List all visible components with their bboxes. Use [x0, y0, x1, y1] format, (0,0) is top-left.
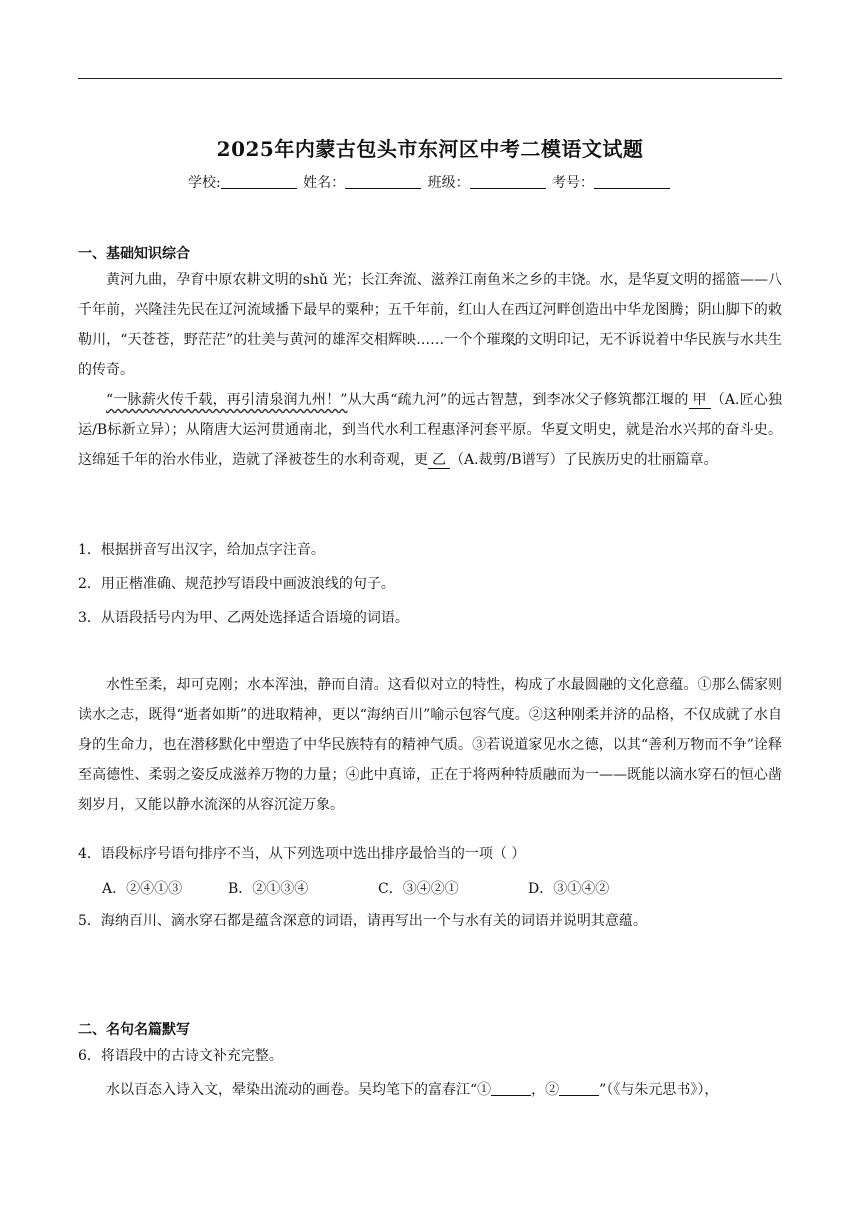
passage-1-paragraph-2: “一脉薪火传千载，再引清泉润九州！”从大禹“疏九河”的远古智慧，到李冰父子修筑都江堰的 甲 （A.匠心独运/B标新立异）；从隋唐大运河贯通南北，到当代水利工程惠泽河套平原。华夏文明史，就是治水兴邦的奋斗史。这绵延千年的治水伟业，造就了泽被苍生的水利奇观，更 乙 （A.裁剪/B谱写）了民族历史的壮丽篇章。	[78, 392, 782, 468]
top-rule	[78, 78, 782, 79]
page-title: 2025年内蒙古包头市东河区中考二模语文试题	[216, 137, 644, 161]
section-heading-2: 二、名句名篇默写	[78, 1022, 190, 1038]
passage-3: 水以百态入诗入文，晕染出流动的画卷。吴均笔下的富春江“① ，② ”（《与朱元思书》），	[106, 1082, 719, 1098]
passage-2-text: 水性至柔，却可克刚；水本浑浊，静而自清。这看似对立的特性，构成了水最圆融的文化意蕴。①那么儒家则读水之志，既得“逝者如斯”的进取精神，更以“海纳百川”喻示包容气度。②这种刚柔并济的品格，不仅成就了水自身的生命力，也在潜移默化中塑造了中华民族特有的精神气质。③若说道家见水之德，以其“善利万物而不争”诠释至高德性、柔弱之姿反成滋养万物的力量；④此中真谛，正在于将两种特质融而为一——既能以滴水穿石的恒心凿刻岁月，又能以静水流深的从容沉淀万象。	[78, 677, 782, 813]
passage-1-paragraph-1: 黄河九曲，孕育中原农耕文明的shǔ 光；长江奔流、滋养江南鱼米之乡的丰饶。水，是华夏文明的摇篮——八千年前，兴隆洼先民在辽河流域播下最早的粟种；五千年前，红山人在西辽河畔创造出中华龙图腾；阴山脚下的敕勒川，“天苍苍，野茫茫”的壮美与黄河的雄浑交相辉映……一个个璀璨的文明印记，无不诉说着中华民族与水共生的传奇。	[78, 272, 783, 378]
name-label: 姓名：	[303, 175, 346, 191]
exam-number-blank[interactable]	[594, 174, 670, 189]
dotted-characters: 璀璨	[486, 332, 515, 348]
school-label: 学校:	[187, 175, 221, 191]
wavy-underlined-sentence: “一脉薪火传千载，再引清泉润九州！”	[106, 392, 348, 408]
blank-1[interactable]	[491, 1081, 531, 1096]
question-3: 3．从语段括号内为甲、乙两处选择适合语境的词语。	[78, 610, 409, 626]
school-blank[interactable]	[221, 174, 297, 189]
student-info-line	[0, 172, 860, 192]
blank-yi[interactable]: 乙	[428, 452, 450, 469]
name-blank[interactable]	[345, 174, 421, 189]
question-4-options	[102, 878, 609, 898]
question-6: 6．将语段中的古诗文补充完整。	[78, 1048, 283, 1064]
blank-2[interactable]	[559, 1081, 599, 1096]
section-heading-1: 一、基础知识综合	[78, 246, 190, 262]
question-1: 1．根据拼音写出汉字，给加点字注音。	[78, 542, 325, 558]
class-blank[interactable]	[470, 174, 546, 189]
passage-2	[78, 670, 782, 820]
class-label: 班级：	[427, 175, 470, 191]
option-b[interactable]: B．②①③④	[228, 881, 309, 897]
blank-jia[interactable]: 甲	[689, 392, 711, 409]
option-c[interactable]: C．③④②①	[378, 881, 459, 897]
question-4: 4．语段标序号语句排序不当，从下列选项中选出排序最恰当的一项（ ）	[78, 846, 526, 862]
question-5: 5．海纳百川、滴水穿石都是蕴含深意的词语，请再写出一个与水有关的词语并说明其意蕴。	[78, 913, 647, 929]
exam-number-label: 考号：	[552, 175, 595, 191]
option-a[interactable]: A．②④①③	[102, 881, 183, 897]
passage-1	[78, 265, 782, 475]
option-d[interactable]: D．③①④②	[528, 881, 610, 897]
question-2: 2．用正楷准确、规范抄写语段中画波浪线的句子。	[78, 576, 395, 592]
